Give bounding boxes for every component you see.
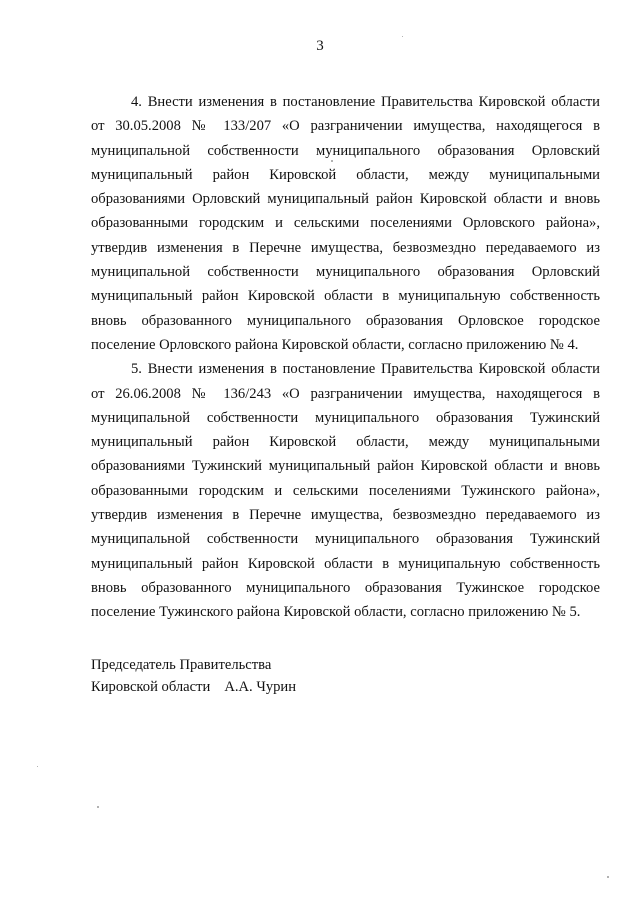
paragraph-item-4: 4. Внести изменения в постановление Правительства Кировской области от 30.05.2008 № 133/207 «О разграничении имущества, находящегося в муниципальной собственности муниципального образования Орловский муниципальный район Кировской области, между муниципальными образованиями Орловский муниципальный район Кировской области и вновь образованными городским и сельскими поселениями Орловского района», утвердив изменения в Перечне имущества, безвозмездно передаваемого из муниципальной собственности муниципального образования Орловский муниципальный район Кировской области в муниципальную собственность вновь образованного муниципального образования Орловское городское поселение Орловского района Кировской области, согласно приложению № 4. [91,94,600,353]
signatory-name: А.А. Чурин [224,679,297,695]
paragraph-item-5: 5. Внести изменения в постановление Правительства Кировской области от 26.06.2008 № 136/243 «О разграничении имущества, находящегося в муниципальной собственности муниципального образования Тужинский муниципальный район Кировской области, между муниципальными образованиями Тужинский муниципальный район Кировской области и вновь образованными городским и сельскими поселениями Тужинского района», утвердив изменения в Перечне имущества, безвозмездно передаваемого из муниципальной собственности муниципального образования Тужинский муниципальный район Кировской области в муниципальную собственность вновь образованного муниципального образования Тужинское городское поселение Тужинского района Кировской области, согласно приложению № 5. [91,361,600,621]
signatory-title-line2: Кировской области [91,679,211,695]
signatory-title-line1: Председатель Правительства [91,657,272,673]
signatory-title-line2-row [91,676,296,698]
scan-speck [37,766,38,767]
signature-block [91,654,296,698]
scan-speck [331,160,333,162]
page-number: 3 [316,38,324,54]
document-body [91,90,600,625]
scan-speck [402,36,403,37]
scan-speck [607,876,609,878]
scan-speck [97,806,99,808]
